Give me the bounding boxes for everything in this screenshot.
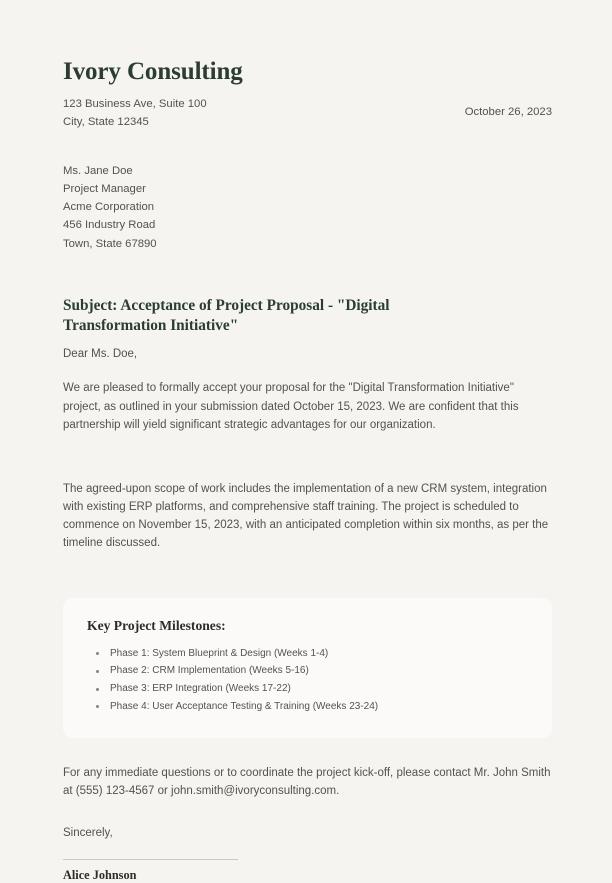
recipient-street: 456 Industry Road (63, 219, 156, 232)
company-address-line-2: City, State 12345 (63, 116, 149, 129)
list-item: Phase 4: User Acceptance Testing & Training (Weeks 23-24) (87, 698, 528, 716)
body-paragraph-1: We are pleased to formally accept your proposal for the "Digital Transformation Initiative" project, as outlined in your submission dated October 15, 2023. We are confident that this partnership will yield significant strategic advantages for our organization. (63, 382, 519, 431)
closing-paragraph: For any immediate questions or to coordinate the project kick-off, please contact Mr. John Smith at (555) 123-4567 or john.smith@ivoryconsulting.com. (63, 766, 551, 797)
recipient-address-block (63, 162, 552, 253)
subject-line: Subject: Acceptance of Project Proposal - "Digital Transformation Initiative" (63, 297, 390, 334)
milestones-callout (63, 598, 552, 738)
company-address-line-1: 123 Business Ave, Suite 100 (63, 98, 207, 110)
sign-off: Sincerely, (63, 827, 113, 840)
letterhead (63, 58, 552, 132)
body-paragraph-2: The agreed-upon scope of work includes the implementation of a new CRM system, integration with existing ERP platforms, and comprehensive staff training. The project is scheduled to commence on November 15, 2023, with an anticipated completion within six months, as per the timeline discussed. (63, 482, 549, 550)
company-name: Ivory Consulting (63, 58, 243, 85)
milestones-title: Key Project Milestones: (87, 617, 226, 633)
signature-rule (63, 859, 238, 860)
salutation: Dear Ms. Doe, (63, 348, 138, 361)
list-item: Phase 2: CRM Implementation (Weeks 5-16) (87, 662, 528, 680)
recipient-city-state-zip: Town, State 67890 (63, 237, 157, 250)
list-item: Phase 3: ERP Integration (Weeks 17-22) (87, 680, 528, 698)
signature-name: Alice Johnson (63, 868, 137, 883)
letter-date: October 26, 2023 (464, 106, 552, 118)
list-item: Phase 1: System Blueprint & Design (Weeks 1-4) (87, 645, 528, 663)
recipient-title: Project Manager (63, 182, 146, 195)
milestones-list (87, 645, 528, 716)
recipient-company: Acme Corporation (63, 201, 155, 214)
recipient-name: Ms. Jane Doe (63, 164, 133, 177)
